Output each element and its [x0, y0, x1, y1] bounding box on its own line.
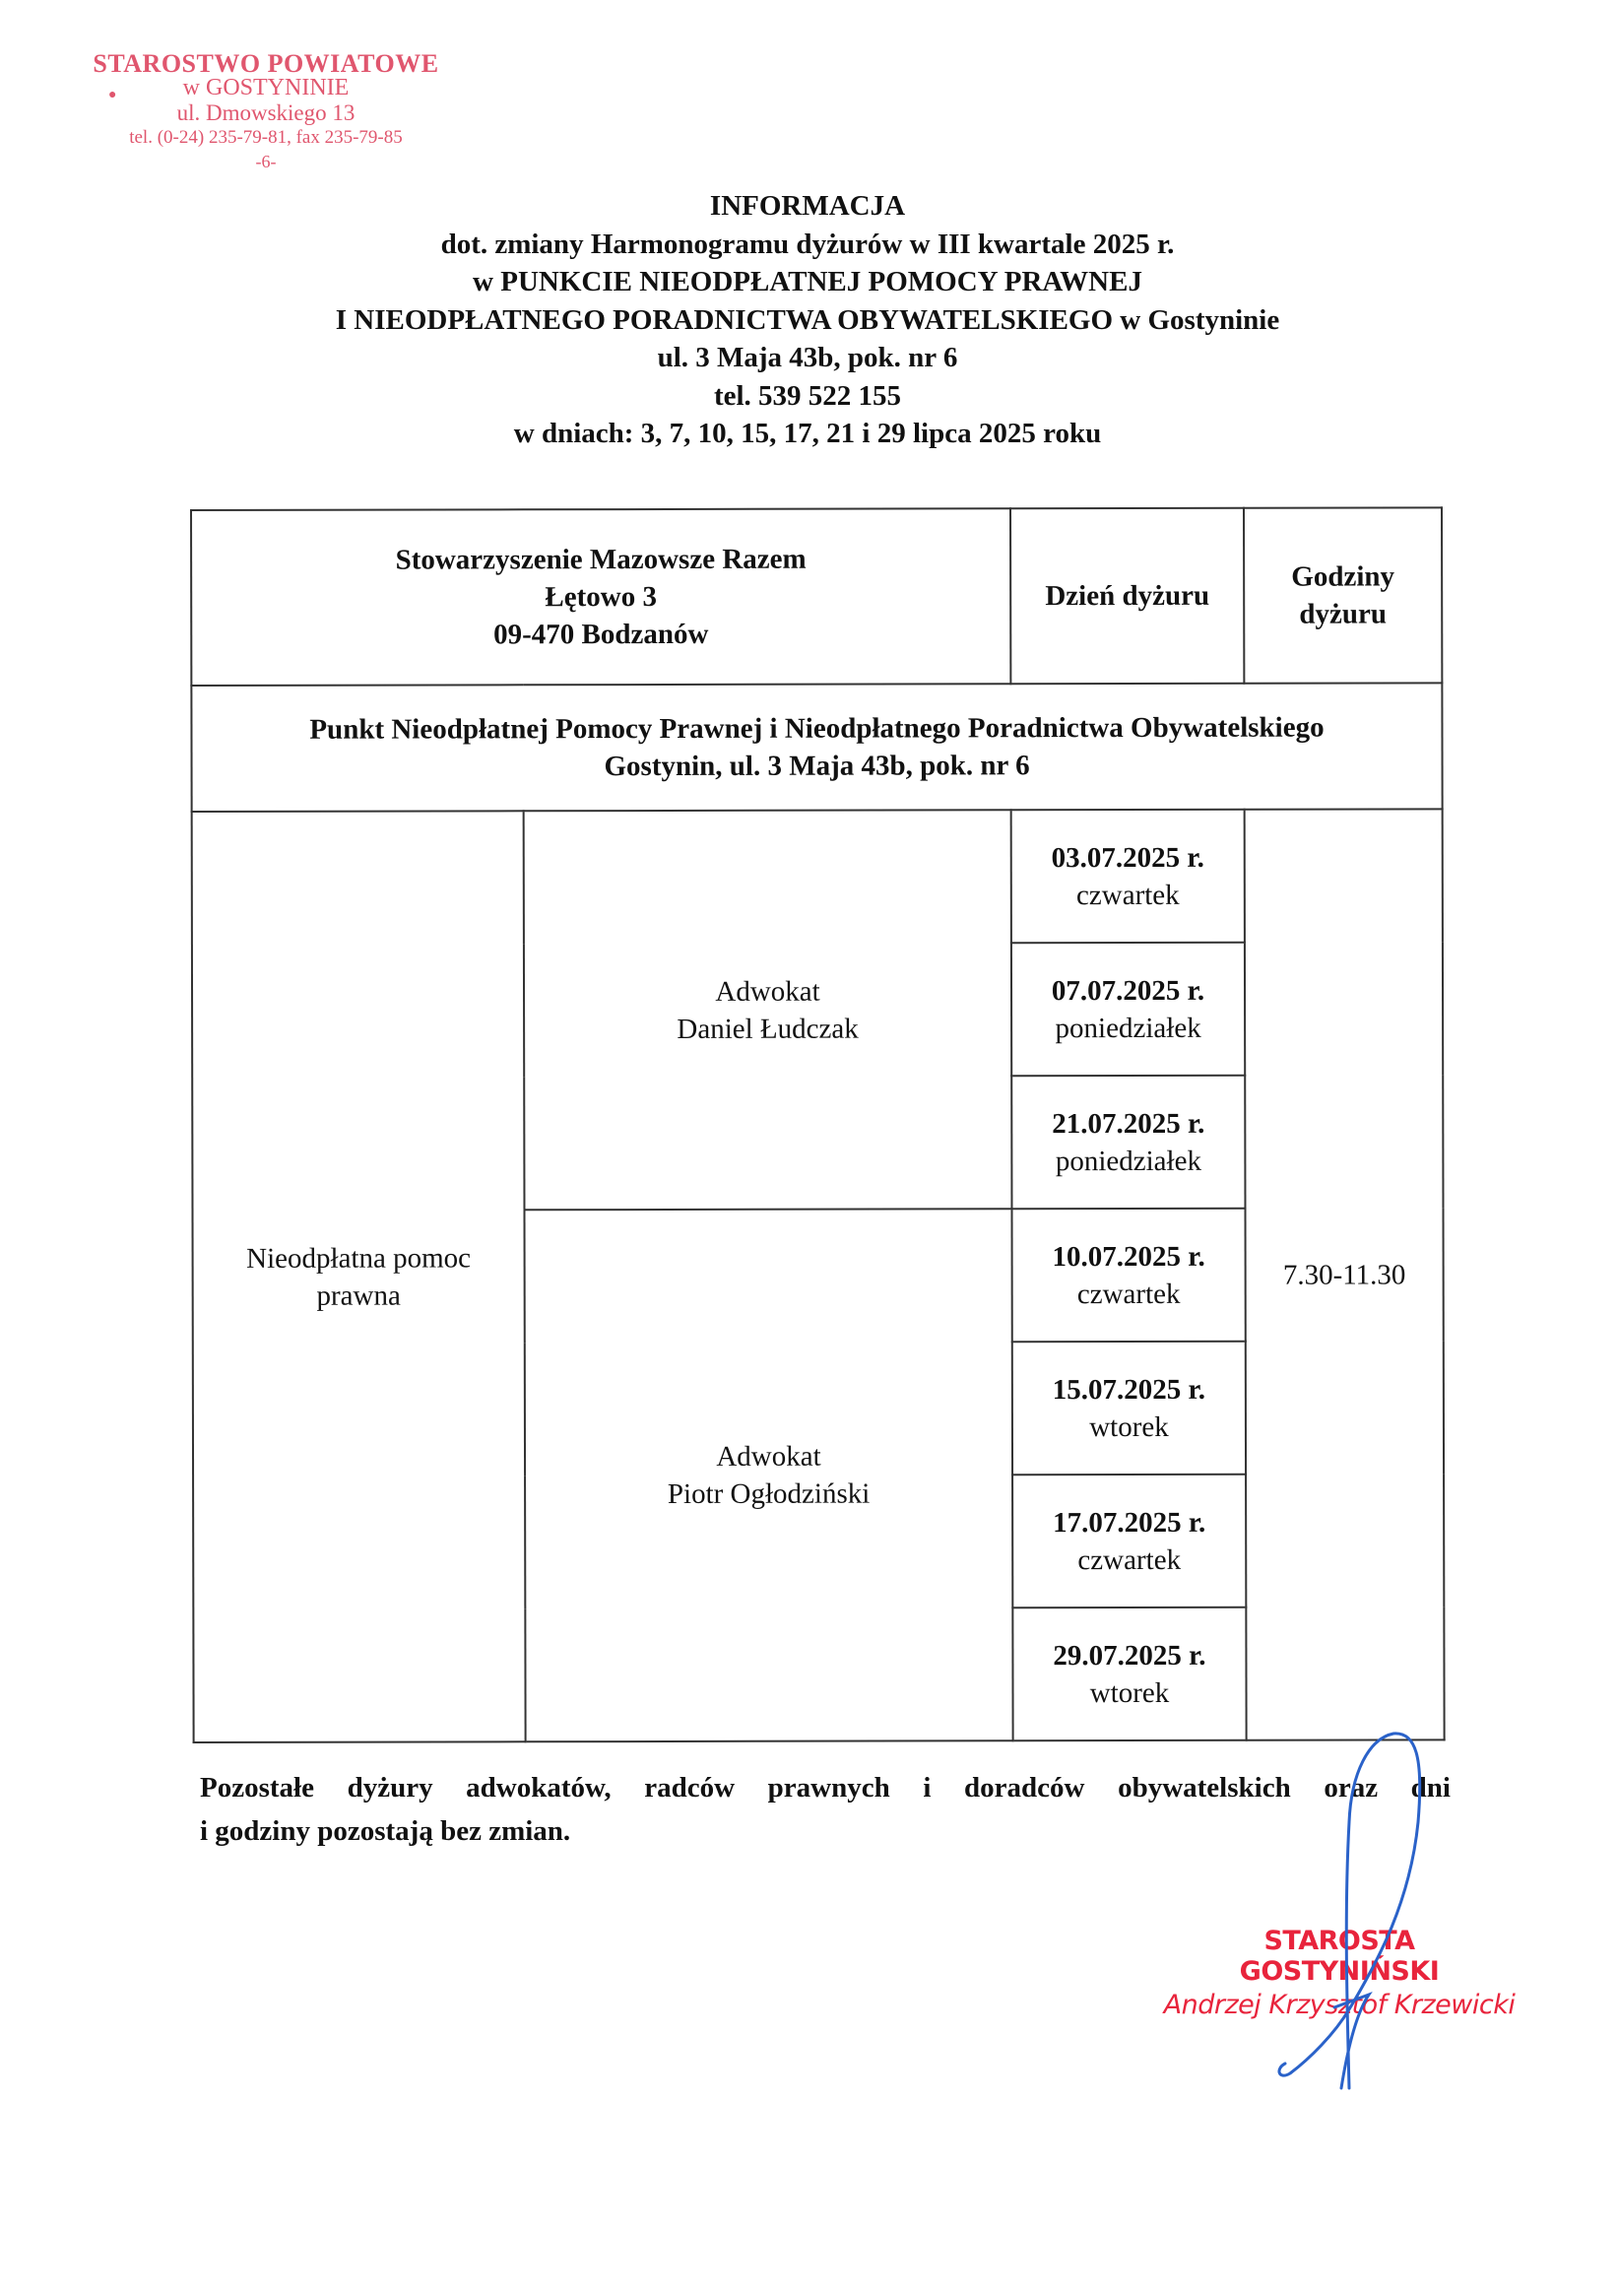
lawyer-name: Piotr Ogłodziński	[667, 1477, 871, 1510]
lawyer-cell	[524, 1209, 1012, 1741]
duty-date-cell	[1012, 1607, 1246, 1740]
stamp-dot-icon: ●	[108, 88, 117, 102]
footer-note-line2: i godziny pozostają bez zmian.	[200, 1815, 571, 1847]
organization-name: Stowarzyszenie Mazowsze Razem	[395, 543, 807, 576]
service-type-line1: Nieodpłatna pomoc	[246, 1241, 472, 1275]
signature-stroke	[1279, 1734, 1420, 2088]
duty-date-cell	[1011, 810, 1245, 943]
footer-note-line1: Pozostałe dyżury adwokatów, radców prawnych i doradców obywatelskich oraz dni	[200, 1772, 1451, 1804]
duty-date-cell	[1011, 1076, 1245, 1209]
stamp-phone: tel. (0-24) 235-79-81, fax 235-79-85	[129, 127, 403, 148]
table-header-row	[191, 507, 1442, 686]
duty-weekday: czwartek	[1075, 879, 1180, 911]
service-type-cell	[192, 811, 526, 1742]
lawyer-cell	[524, 810, 1012, 1210]
header-dates: w dniach: 3, 7, 10, 15, 17, 21 i 29 lipca 2025 roku	[513, 418, 1102, 449]
duty-date-cell	[1011, 943, 1245, 1076]
duty-weekday: poniedziałek	[1055, 1145, 1201, 1177]
stamp-street: ul. Dmowskiego 13	[176, 100, 356, 125]
duty-weekday: czwartek	[1076, 1278, 1181, 1310]
document-title: INFORMACJA	[709, 190, 906, 222]
duty-date: 15.07.2025 r.	[1052, 1373, 1206, 1406]
duty-date-cell	[1012, 1475, 1246, 1607]
duty-date: 03.07.2025 r.	[1051, 841, 1204, 874]
column-header-hours-line1: Godziny	[1291, 560, 1395, 593]
lawyer-title: Adwokat	[715, 975, 820, 1008]
duty-weekday: czwartek	[1077, 1543, 1182, 1576]
duty-weekday: poniedziałek	[1055, 1012, 1201, 1044]
location-cell	[191, 683, 1442, 812]
duty-weekday: wtorek	[1089, 1410, 1169, 1443]
signatory-title: STAROSTA GOSTYNIŃSKI	[1239, 1926, 1440, 1987]
duty-date: 17.07.2025 r.	[1053, 1506, 1206, 1539]
column-header-hours-line2: dyżuru	[1299, 598, 1388, 630]
duty-weekday: wtorek	[1089, 1676, 1170, 1709]
document-subject: dot. zmiany Harmonogramu dyżurów w III kwartale 2025 r.	[440, 228, 1175, 260]
header-point-line2: I NIEODPŁATNEGO PORADNICTWA OBYWATELSKIEGO w Gostyninie	[335, 303, 1280, 336]
stamp-office-name: STAROSTWO POWIATOWE	[93, 49, 439, 78]
location-name: Punkt Nieodpłatnej Pomocy Prawnej i Nieodpłatnego Poradnictwa Obywatelskiego	[309, 711, 1325, 746]
duty-date-cell	[1011, 1209, 1245, 1342]
header-point-line1: w PUNKCIE NIEODPŁATNEJ POMOCY PRAWNEJ	[473, 266, 1142, 297]
organization-cell	[191, 508, 1010, 686]
location-address: Gostynin, ul. 3 Maja 43b, pok. nr 6	[604, 750, 1030, 783]
location-row	[191, 683, 1442, 812]
column-header-day: Dzień dyżuru	[1010, 508, 1244, 684]
duty-date: 21.07.2025 r.	[1052, 1107, 1205, 1140]
lawyer-name: Daniel Łudczak	[677, 1013, 859, 1045]
signature-cross-stroke	[1334, 1995, 1369, 2088]
duty-date: 29.07.2025 r.	[1053, 1639, 1206, 1672]
duty-date: 10.07.2025 r.	[1052, 1240, 1205, 1273]
document-header	[227, 187, 1389, 453]
duty-date-cell	[1012, 1342, 1246, 1475]
lawyer-title: Adwokat	[716, 1440, 821, 1473]
column-header-hours	[1244, 507, 1442, 683]
stamp-number: -6-	[255, 152, 277, 171]
header-address: ul. 3 Maja 43b, pok. nr 6	[657, 342, 958, 373]
office-stamp	[69, 51, 463, 174]
stamp-town: w GOSTYNINIE	[182, 75, 350, 100]
signatory-name: Andrzej Krzysztof Krzewicki	[1163, 1990, 1516, 2020]
duty-date: 07.07.2025 r.	[1051, 974, 1205, 1007]
organization-street: Łętowo 3	[545, 581, 658, 614]
table-row	[192, 809, 1443, 945]
organization-city: 09-470 Bodzanów	[493, 618, 709, 651]
duty-hours: 7.30-11.30	[1282, 1258, 1406, 1291]
schedule-table	[190, 506, 1446, 1743]
service-type-line2: prawna	[316, 1279, 401, 1312]
header-phone: tel. 539 522 155	[713, 379, 902, 412]
handwritten-signature-icon	[1251, 1714, 1467, 2128]
duty-hours-cell	[1245, 809, 1445, 1739]
